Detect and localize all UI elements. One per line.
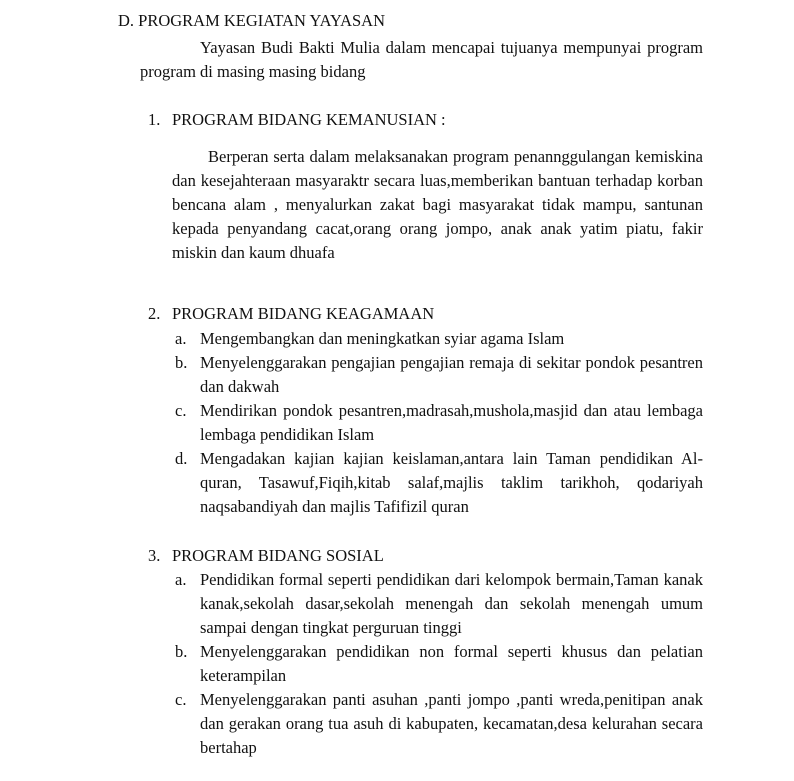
list-item <box>175 327 703 351</box>
sosial-list <box>175 568 703 760</box>
section-title-keagamaan <box>148 302 434 326</box>
intro-paragraph: Yayasan Budi Bakti Mulia dalam mencapai tujuanya mempunyai program program di masing masing bidang <box>140 38 703 81</box>
keagamaan-list <box>175 327 703 519</box>
list-item-text: Menyelenggarakan panti asuhan ,panti jompo ,panti wreda,penitipan anak dan gerakan orang tua asuh di kabupaten, kecamatan,desa kelurahan secara bertahap <box>200 690 703 757</box>
list-item-text: Menyelenggarakan pengajian pengajian remaja di sekitar pondok pesantren dan dakwah <box>200 353 703 396</box>
list-item-letter: c. <box>175 401 187 420</box>
list-item <box>175 688 703 760</box>
section-number: 1. <box>148 110 161 129</box>
list-item <box>175 447 703 519</box>
list-item-text: Mengadakan kajian kajian keislaman,antara lain Taman pendidikan Al-quran, Tasawuf,Fiqih,kitab salaf,majlis taklim tarikhoh, qodariyah naqsabandiyah dan majlis Tafifizil quran <box>200 449 703 516</box>
list-item-letter: c. <box>175 690 187 709</box>
list-item-letter: a. <box>175 570 187 589</box>
section-number: 2. <box>148 304 161 323</box>
section-title-text: PROGRAM BIDANG KEAGAMAAN <box>172 304 435 323</box>
list-item-text: Pendidikan formal seperti pendidikan dari kelompok bermain,Taman kanak kanak,sekolah dasar,sekolah menengah dan sekolah menengah umum sampai dengan tingkat perguruan tinggi <box>200 570 703 637</box>
section-title-sosial <box>148 544 384 568</box>
section-title-kemanusian <box>148 108 446 132</box>
list-item <box>175 568 703 640</box>
list-item-letter: b. <box>175 642 188 661</box>
section-number: 3. <box>148 546 161 565</box>
list-item-letter: a. <box>175 329 187 348</box>
list-item-text: Menyelenggarakan pendidikan non formal seperti khusus dan pelatian keterampilan <box>200 642 703 685</box>
section-title-text: PROGRAM BIDANG KEMANUSIAN : <box>172 110 446 129</box>
list-item-letter: b. <box>175 353 188 372</box>
section-paragraph-kemanusian: Berperan serta dalam melaksanakan program penannggulangan kemiskina dan kesejahteraan masyaraktr secara luas,memberikan bantuan terhadap korban bencana alam , menyalurkan zakat bagi masyarakat tidak mampu, santunan kepada penyandang cacat,orang orang jompo, anak anak yatim piatu, fakir miskin dan kaum dhuafa <box>172 147 703 262</box>
list-item-text: Mengembangkan dan meningkatkan syiar agama Islam <box>200 329 565 348</box>
list-item <box>175 640 703 688</box>
section-heading: D. PROGRAM KEGIATAN YAYASAN <box>118 11 385 30</box>
list-item <box>175 351 703 399</box>
list-item-text: Mendirikan pondok pesantren,madrasah,mushola,masjid dan atau lembaga lembaga pendidikan Islam <box>200 401 703 444</box>
section-title-text: PROGRAM BIDANG SOSIAL <box>172 546 384 565</box>
list-item <box>175 399 703 447</box>
list-item-letter: d. <box>175 449 188 468</box>
